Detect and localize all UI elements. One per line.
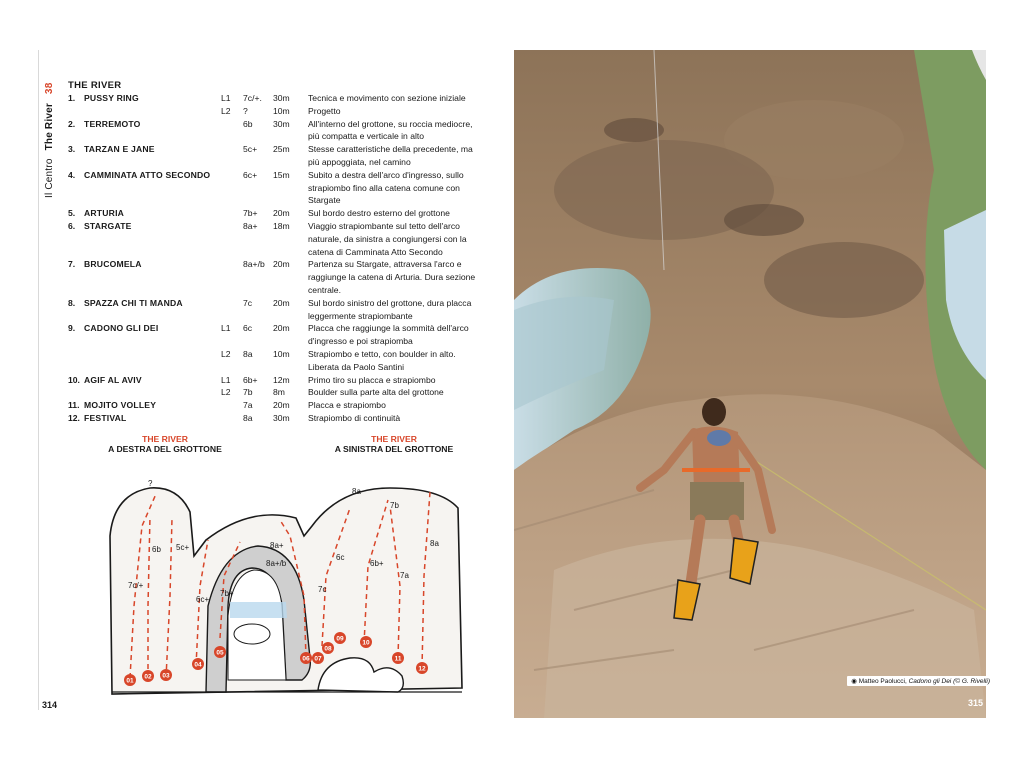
route-length: 10m (273, 348, 290, 359)
page-left-edge (38, 50, 39, 710)
climbing-photo (514, 50, 986, 718)
route-name: TERREMOTO (84, 118, 141, 129)
route-name: TARZAN E JANE (84, 144, 155, 155)
route-start-number: 08 (324, 645, 332, 653)
route-length: 30m (273, 412, 290, 423)
topo-grade-label: 7b+ (220, 589, 234, 598)
route-length: 15m (273, 169, 290, 180)
route-number: 11. (68, 400, 80, 411)
route-description: Strapiombo e tetto, con boulder in alto. Liberata da Paolo Santini (308, 348, 456, 372)
diagram-left-title-text: A DESTRA DEL GROTTONE (108, 444, 222, 454)
route-description: Primo tiro su placca e strapiombo (308, 374, 436, 385)
route-grade: 7b (243, 387, 253, 398)
route-row (68, 143, 488, 169)
route-grade: 8a+/b (243, 259, 265, 270)
route-row (68, 258, 488, 296)
route-number: 3. (68, 144, 76, 155)
route-description: Sul bordo sinistro del grottone, dura placca leggermente strapiombante (308, 297, 472, 321)
page-number-right: 315 (968, 698, 984, 708)
route-entry (68, 207, 488, 220)
route-start-number: 05 (216, 649, 224, 657)
page-title: THE RIVER (68, 80, 122, 91)
route-grade: 6c+ (243, 169, 258, 180)
route-description: Placca e strapiombo (308, 400, 386, 411)
topo-grade-label: 6c (336, 553, 345, 562)
route-entry (68, 92, 488, 118)
route-name: MOJITO VOLLEY (84, 400, 157, 411)
route-start-number: 04 (194, 661, 202, 669)
route-entry (68, 399, 488, 412)
route-row (68, 374, 488, 387)
route-description: Partenza su Stargate, attraversa l'arco e raggiunge la catena di Arturia. Dura sezione centrale. (308, 259, 476, 295)
route-grade: ? (243, 105, 248, 116)
route-row (68, 169, 488, 207)
route-start-number: 06 (302, 655, 310, 663)
route-row (68, 220, 488, 258)
route-number: 1. (68, 93, 76, 103)
diagram-right-title-red: THE RIVER (371, 434, 417, 444)
topo-grade-label: 7b (390, 501, 399, 510)
route-pitch: L2 (221, 387, 231, 398)
route-name: PUSSY RING (84, 93, 139, 103)
route-grade: 8a (243, 348, 253, 359)
route-description: Strapiombo di continuità (308, 412, 401, 423)
route-number: 2. (68, 118, 76, 129)
topo-grade-label: 8a (430, 539, 439, 548)
route-description: All'interno del grottone, su roccia mediocre, più compatta e verticale in alto (308, 118, 473, 142)
route-entry (68, 169, 488, 207)
route-number: 4. (68, 169, 76, 180)
route-start-number: 10 (362, 639, 370, 647)
route-description: Boulder sulla parte alta del grottone (308, 387, 444, 398)
section-name: Il Centro (44, 158, 55, 198)
route-grade: 6b+ (243, 374, 258, 385)
route-length: 8m (273, 387, 285, 398)
route-entry (68, 258, 488, 296)
route-description: Tecnica e movimento con sezione iniziale (308, 93, 466, 103)
route-length: 20m (273, 323, 290, 334)
topo-grade-label: 6c+ (196, 595, 210, 604)
route-length: 30m (273, 93, 290, 103)
route-name: FESTIVAL (84, 412, 127, 423)
route-row (68, 105, 488, 118)
page-number-left: 314 (42, 700, 58, 710)
route-length: 25m (273, 144, 290, 155)
route-start-number: 12 (418, 665, 426, 673)
topo-grade-label: 8a+ (270, 541, 284, 550)
route-entry (68, 412, 488, 425)
route-pitch: L1 (221, 374, 231, 385)
route-pitch: L2 (221, 105, 231, 116)
caption-credit: Matteo Paolucci, (858, 678, 907, 685)
route-grade: 5c+ (243, 144, 258, 155)
topo-grade-label: 8a+/b (266, 559, 287, 568)
route-number: 9. (68, 323, 76, 334)
route-length: 12m (273, 374, 290, 385)
route-row (68, 92, 488, 105)
route-number: 8. (68, 297, 76, 308)
topo-grade-label: 6b+ (370, 559, 384, 568)
route-length: 18m (273, 220, 290, 231)
route-row (68, 386, 488, 399)
sector-number: 38 (44, 82, 55, 95)
route-grade: 7c (243, 297, 253, 308)
diagram-left-title-red: THE RIVER (142, 434, 188, 444)
route-grade: 7b+ (243, 208, 258, 219)
route-name: STARGATE (84, 220, 132, 231)
route-row (68, 207, 488, 220)
diagram-right-title-text: A SINISTRA DEL GROTTONE (334, 444, 454, 454)
route-entry (68, 322, 488, 373)
route-number: 6. (68, 220, 76, 231)
route-length: 20m (273, 400, 290, 411)
route-row (68, 399, 488, 412)
route-length: 30m (273, 118, 290, 129)
route-description: Sul bordo destro esterno del grottone (308, 208, 450, 219)
route-pitch: L2 (221, 348, 231, 359)
route-description: Subito a destra dell'arco d'ingresso, sullo strapiombo fino alla catena comune con Stargate (308, 169, 464, 206)
route-entry (68, 297, 488, 323)
topo-grade-label: 5c+ (176, 543, 190, 552)
caption-route: Cadono gli Dei (908, 678, 952, 685)
route-number: 5. (68, 208, 76, 219)
route-name: SPAZZA CHI TI MANDA (84, 297, 183, 308)
route-number: 12. (68, 412, 80, 423)
route-length: 10m (273, 105, 290, 116)
diagram-left-title (100, 434, 230, 454)
topo-grade-label: ? (148, 479, 153, 488)
photo-caption (847, 676, 994, 686)
route-description: Placca che raggiunge la sommità dell'arco d'ingresso e poi strapiomba (308, 323, 469, 347)
topo-grade-label: 7c (318, 585, 327, 594)
route-entry (68, 118, 488, 144)
route-name: ARTURIA (84, 208, 125, 219)
route-row (68, 297, 488, 323)
route-start-number: 02 (144, 673, 152, 681)
route-grade: 6c (243, 323, 253, 334)
topo-diagram (90, 466, 470, 702)
route-name: BRUCOMELA (84, 259, 142, 270)
photo-image (514, 50, 986, 718)
route-pitch: L1 (221, 93, 231, 103)
route-pitch: L1 (221, 323, 231, 334)
topo-grade-label: 7a (400, 571, 409, 580)
route-start-number: 11 (394, 655, 402, 663)
route-row (68, 322, 488, 348)
route-number: 7. (68, 259, 76, 270)
route-name: CADONO GLI DEI (84, 323, 159, 334)
side-section-tab (44, 80, 62, 200)
route-list (68, 92, 488, 425)
route-description: Stesse caratteristiche della precedente, ma più appoggiata, nel camino (308, 144, 473, 167)
route-grade: 8a (243, 412, 253, 423)
route-length: 20m (273, 259, 290, 270)
camera-icon: ◉ (851, 678, 857, 685)
route-entry (68, 143, 488, 169)
route-grade: 7c/+. (243, 93, 262, 103)
route-number: 10. (68, 374, 80, 385)
route-entry (68, 220, 488, 258)
route-length: 20m (273, 297, 290, 308)
route-grade: 7a (243, 400, 253, 411)
sector-name: The River (44, 103, 55, 151)
topo-grade-label: 6b (152, 545, 161, 554)
route-row (68, 348, 488, 374)
route-description: Progetto (308, 105, 341, 116)
route-row (68, 118, 488, 144)
route-name: CAMMINATA ATTO SECONDO (84, 169, 211, 180)
caption-photo: (© G. Rivelli) (953, 678, 990, 685)
route-row (68, 412, 488, 425)
route-grade: 8a+ (243, 220, 258, 231)
route-start-number: 07 (314, 655, 322, 663)
route-grade: 6b (243, 118, 253, 129)
route-name: AGIF AL AVIV (84, 374, 142, 385)
topo-grade-label: 8a (352, 487, 361, 496)
route-length: 20m (273, 208, 290, 219)
route-start-number: 01 (126, 677, 134, 685)
route-entry (68, 374, 488, 400)
diagram-right-title (328, 434, 460, 454)
route-start-number: 03 (162, 672, 170, 680)
route-description: Viaggio strapiombante sul tetto dell'arco naturale, da sinistra a congiungersi con la catena di Camminata Atto Secondo (308, 220, 467, 257)
route-start-number: 09 (336, 635, 344, 643)
topo-grade-label: 7c/+ (128, 581, 144, 590)
